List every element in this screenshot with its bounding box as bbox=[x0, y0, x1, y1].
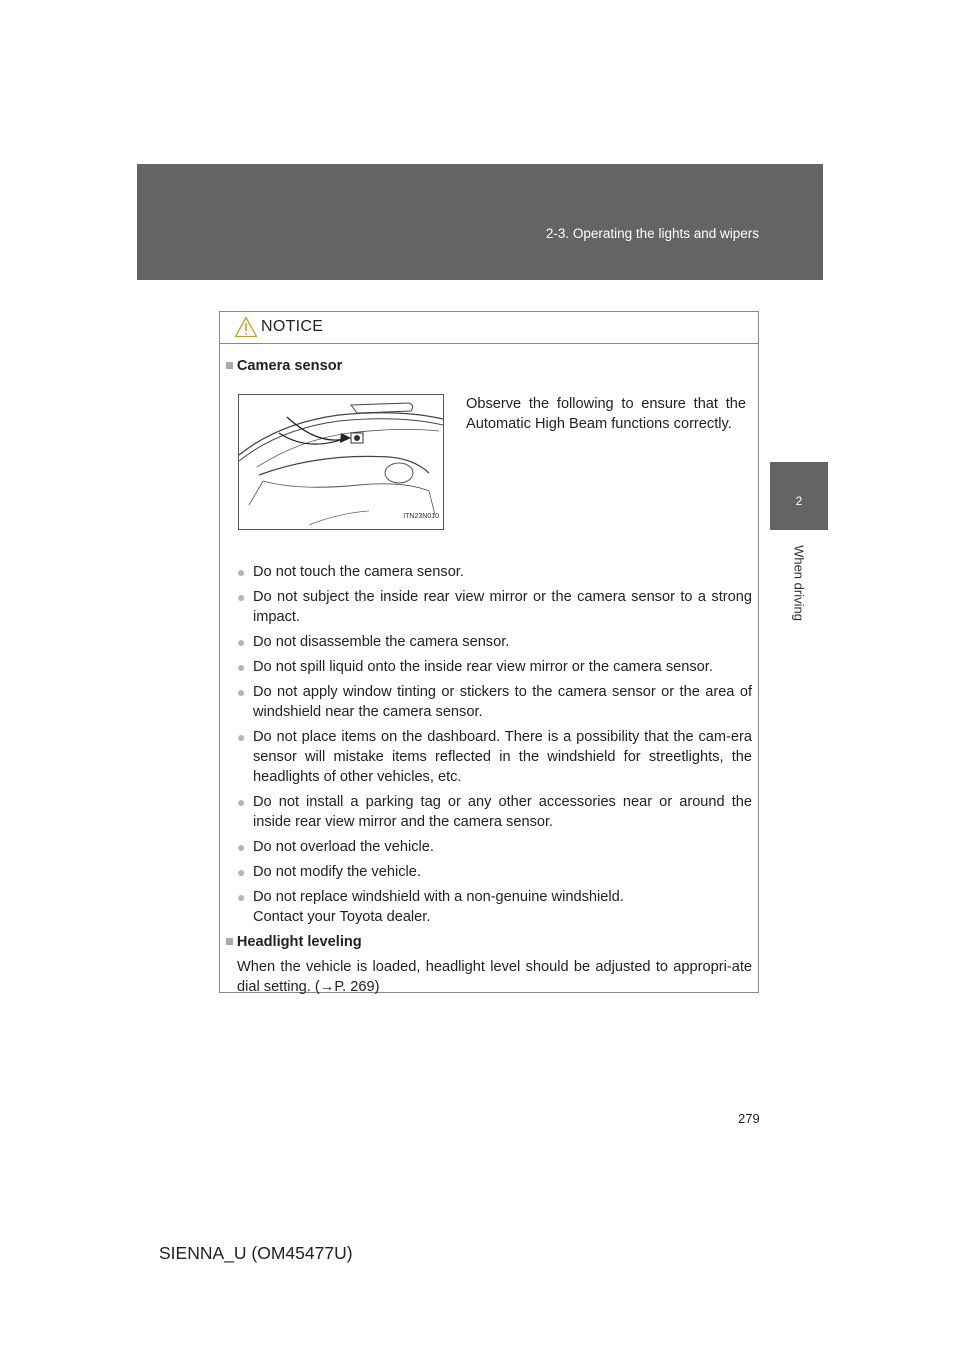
bullet-text: Do not disassemble the camera sensor. bbox=[253, 634, 510, 650]
windshield-camera-illustration bbox=[238, 394, 444, 530]
list-item bbox=[220, 837, 758, 857]
camera-sensor-heading-text: Camera sensor bbox=[236, 358, 343, 374]
bullet-dot-icon: ● bbox=[237, 634, 246, 650]
bullet-text: Do not apply window tinting or stickers to the camera sensor or the area of windshield near the camera sensor. bbox=[253, 684, 752, 720]
bullet-text: Do not modify the vehicle. bbox=[253, 864, 421, 880]
list-item bbox=[220, 727, 758, 787]
list-item bbox=[220, 792, 758, 832]
camera-sensor-heading bbox=[220, 356, 758, 376]
list-item bbox=[220, 862, 758, 882]
headlight-leveling-heading bbox=[220, 932, 758, 952]
bullet-text: Do not replace windshield with a non-genuine windshield. bbox=[253, 889, 624, 905]
notice-header bbox=[220, 312, 758, 344]
list-item bbox=[220, 682, 758, 722]
bullet-dot-icon: ● bbox=[237, 864, 246, 880]
chapter-number: 2 bbox=[795, 494, 803, 508]
bullet-dot-icon: ● bbox=[237, 659, 246, 675]
section-title: 2-3. Operating the lights and wipers bbox=[545, 226, 759, 241]
camera-sensor-bullet-list bbox=[220, 562, 758, 927]
page-number: 279 bbox=[738, 1111, 760, 1126]
bullet-text: Do not spill liquid onto the inside rear view mirror or the camera sensor. bbox=[253, 659, 713, 675]
notice-box bbox=[219, 311, 759, 993]
notice-label: NOTICE bbox=[261, 318, 324, 335]
list-item bbox=[220, 657, 758, 677]
bullet-dot-icon: ● bbox=[237, 589, 246, 605]
illustration-code: ITN23N010 bbox=[403, 513, 439, 520]
headlight-leveling-text: When the vehicle is loaded, headlight level should be adjusted to appropri-ate dial setting. (→P. 269) bbox=[237, 959, 752, 995]
bullet-text: Do not install a parking tag or any other accessories near or around the inside rear view mirror and the camera sensor. bbox=[253, 794, 752, 830]
camera-sensor-intro bbox=[220, 384, 758, 562]
bullet-text: Do not touch the camera sensor. bbox=[253, 564, 464, 580]
camera-sensor-intro-text: Observe the following to ensure that the Automatic High Beam functions correctly. bbox=[466, 396, 746, 432]
bullet-text: Do not subject the inside rear view mirror or the camera sensor to a strong impact. bbox=[253, 589, 752, 625]
list-item bbox=[220, 587, 758, 627]
bullet-dot-icon: ● bbox=[237, 889, 246, 905]
bullet-dot-icon: ● bbox=[237, 684, 246, 700]
chapter-tab-number bbox=[770, 462, 828, 530]
square-bullet-icon: ■ bbox=[225, 934, 234, 950]
list-item bbox=[220, 887, 758, 927]
bullet-dot-icon: ● bbox=[237, 794, 246, 810]
dealer-contact-text: Contact your Toyota dealer. bbox=[253, 909, 431, 925]
list-item bbox=[220, 562, 758, 582]
list-item bbox=[220, 632, 758, 652]
document-code: SIENNA_U (OM45477U) bbox=[159, 1243, 353, 1263]
bullet-text: Do not place items on the dashboard. There is a possibility that the cam-era sensor will mistake items reflected in the windshield for streetlights, the headlights of other vehicles, etc. bbox=[253, 729, 752, 785]
bullet-dot-icon: ● bbox=[237, 729, 246, 745]
bullet-dot-icon: ● bbox=[237, 839, 246, 855]
headlight-leveling-heading-text: Headlight leveling bbox=[236, 934, 362, 950]
bullet-text: Do not overload the vehicle. bbox=[253, 839, 434, 855]
header-band bbox=[137, 164, 823, 280]
bullet-dot-icon: ● bbox=[237, 564, 246, 580]
square-bullet-icon: ■ bbox=[225, 358, 234, 374]
warning-triangle-icon bbox=[234, 316, 258, 343]
chapter-tab-label bbox=[770, 530, 828, 635]
notice-body bbox=[220, 344, 758, 997]
chapter-label: When driving bbox=[791, 544, 807, 621]
